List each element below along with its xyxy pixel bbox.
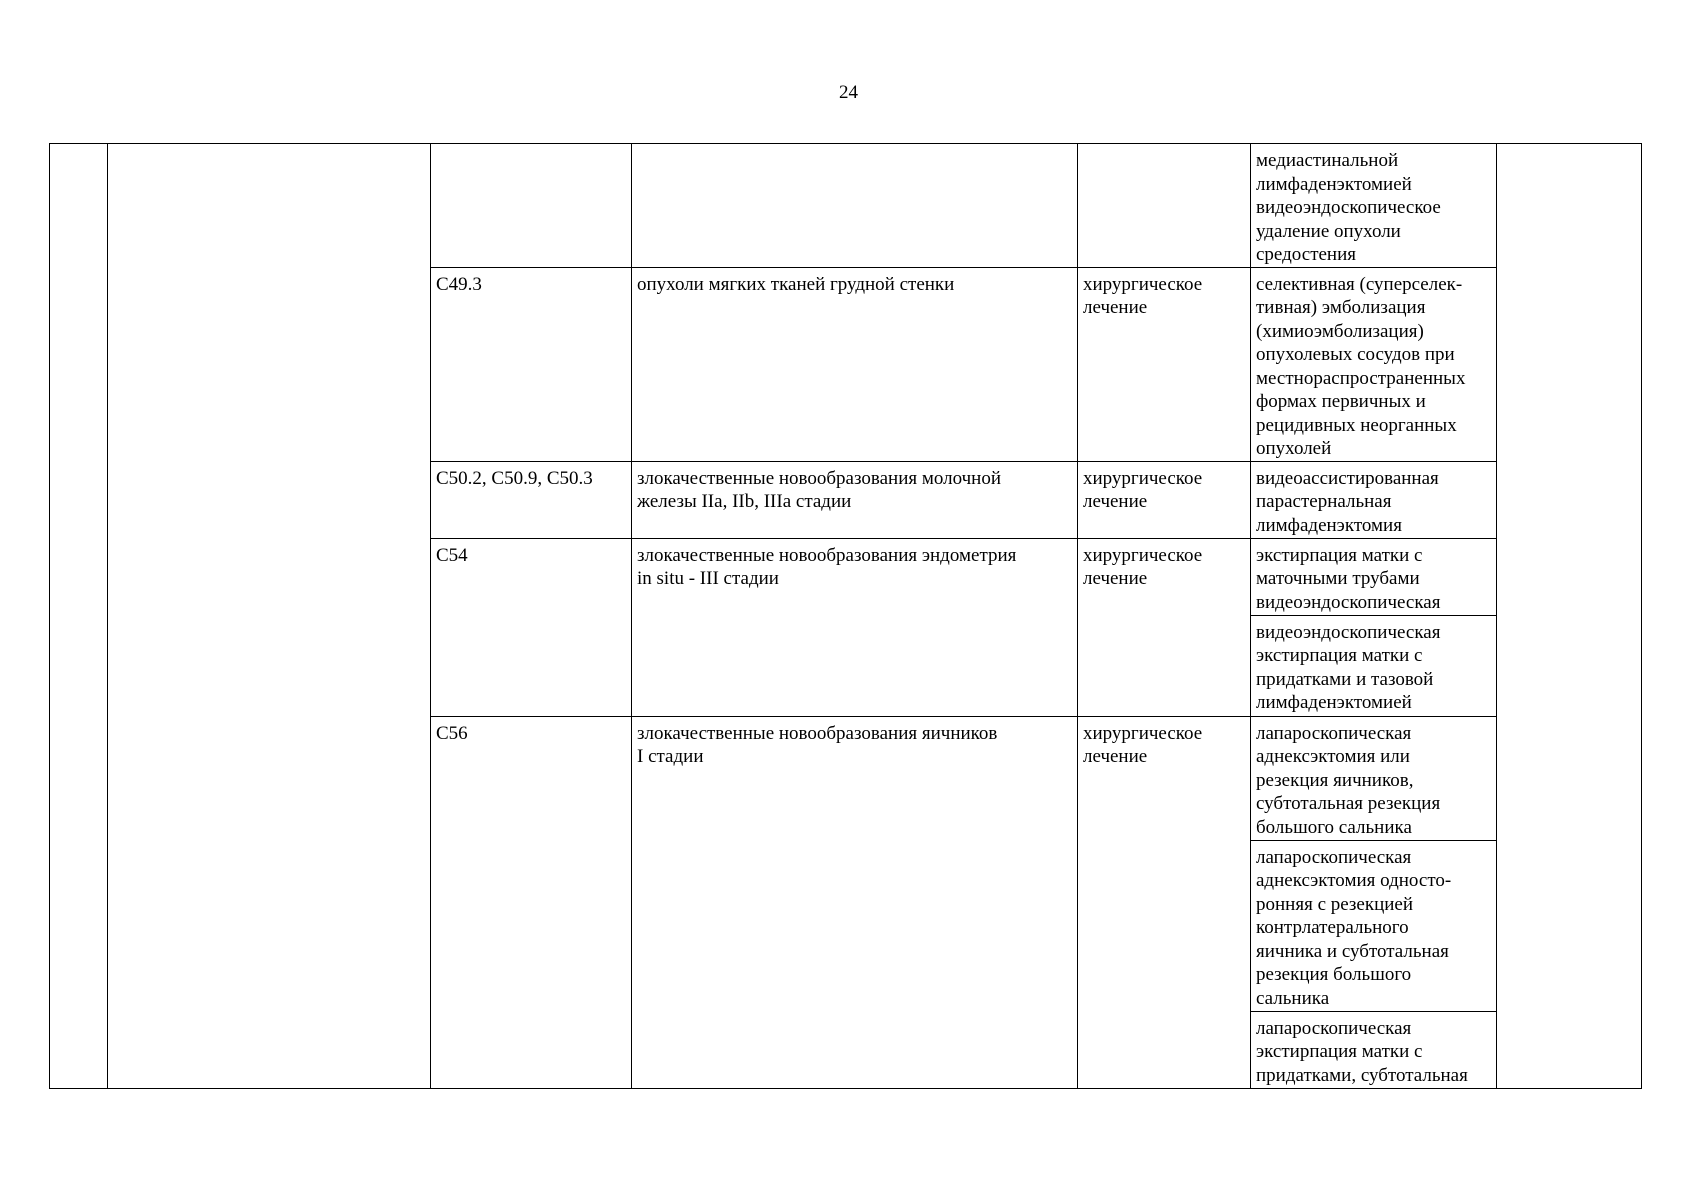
method-cell: лапароскопическая экстирпация матки с придатками, субтотальная <box>1251 1011 1497 1088</box>
norm-cell <box>1497 144 1642 1089</box>
treatment-cell: хирургическое лечение <box>1078 461 1251 538</box>
treatment-cell: хирургическое лечение <box>1078 716 1251 1088</box>
treatment-cell <box>1078 144 1251 268</box>
method-cell: видеоэндоскопическая экстирпация матки с придатками и тазовой лимфаденэктомией <box>1251 615 1497 716</box>
table-row <box>50 144 1642 268</box>
code-cell: C49.3 <box>431 267 632 461</box>
method-cell: экстирпация матки с маточными трубами видеоэндоскопическая <box>1251 538 1497 615</box>
diagnosis-cell: злокачественные новообразования эндометрия in situ - III стадии <box>632 538 1078 716</box>
method-cell: лапароскопическая аднексэктомия односто- ронняя с резекцией контрлатерального яичника и субтотальная резекция большого сальника <box>1251 840 1497 1011</box>
code-cell <box>431 144 632 268</box>
code-cell: C54 <box>431 538 632 716</box>
diagnosis-cell: опухоли мягких тканей грудной стенки <box>632 267 1078 461</box>
diagnosis-cell <box>632 144 1078 268</box>
treatment-cell: хирургическое лечение <box>1078 538 1251 716</box>
method-cell: лапароскопическая аднексэктомия или резекция яичников, субтотальная резекция большого сальника <box>1251 716 1497 840</box>
method-cell: селективная (суперселек- тивная) эмболизация (химиоэмболизация) опухолевых сосудов при местнораспространенных формах первичных и рецидивных неорганных опухолей <box>1251 267 1497 461</box>
procedures-table <box>49 143 1642 1089</box>
treatment-cell: хирургическое лечение <box>1078 267 1251 461</box>
method-cell: видеоассистированная парастернальная лимфаденэктомия <box>1251 461 1497 538</box>
method-cell: медиастинальной лимфаденэктомией видеоэндоскопическое удаление опухоли средостения <box>1251 144 1497 268</box>
code-cell: C56 <box>431 716 632 1088</box>
group-name-cell <box>108 144 431 1089</box>
code-cell: C50.2, C50.9, C50.3 <box>431 461 632 538</box>
diagnosis-cell: злокачественные новообразования молочной железы IIa, IIb, IIIa стадии <box>632 461 1078 538</box>
page-number: 24 <box>839 82 858 103</box>
diagnosis-cell: злокачественные новообразования яичников I стадии <box>632 716 1078 1088</box>
number-cell <box>50 144 108 1089</box>
